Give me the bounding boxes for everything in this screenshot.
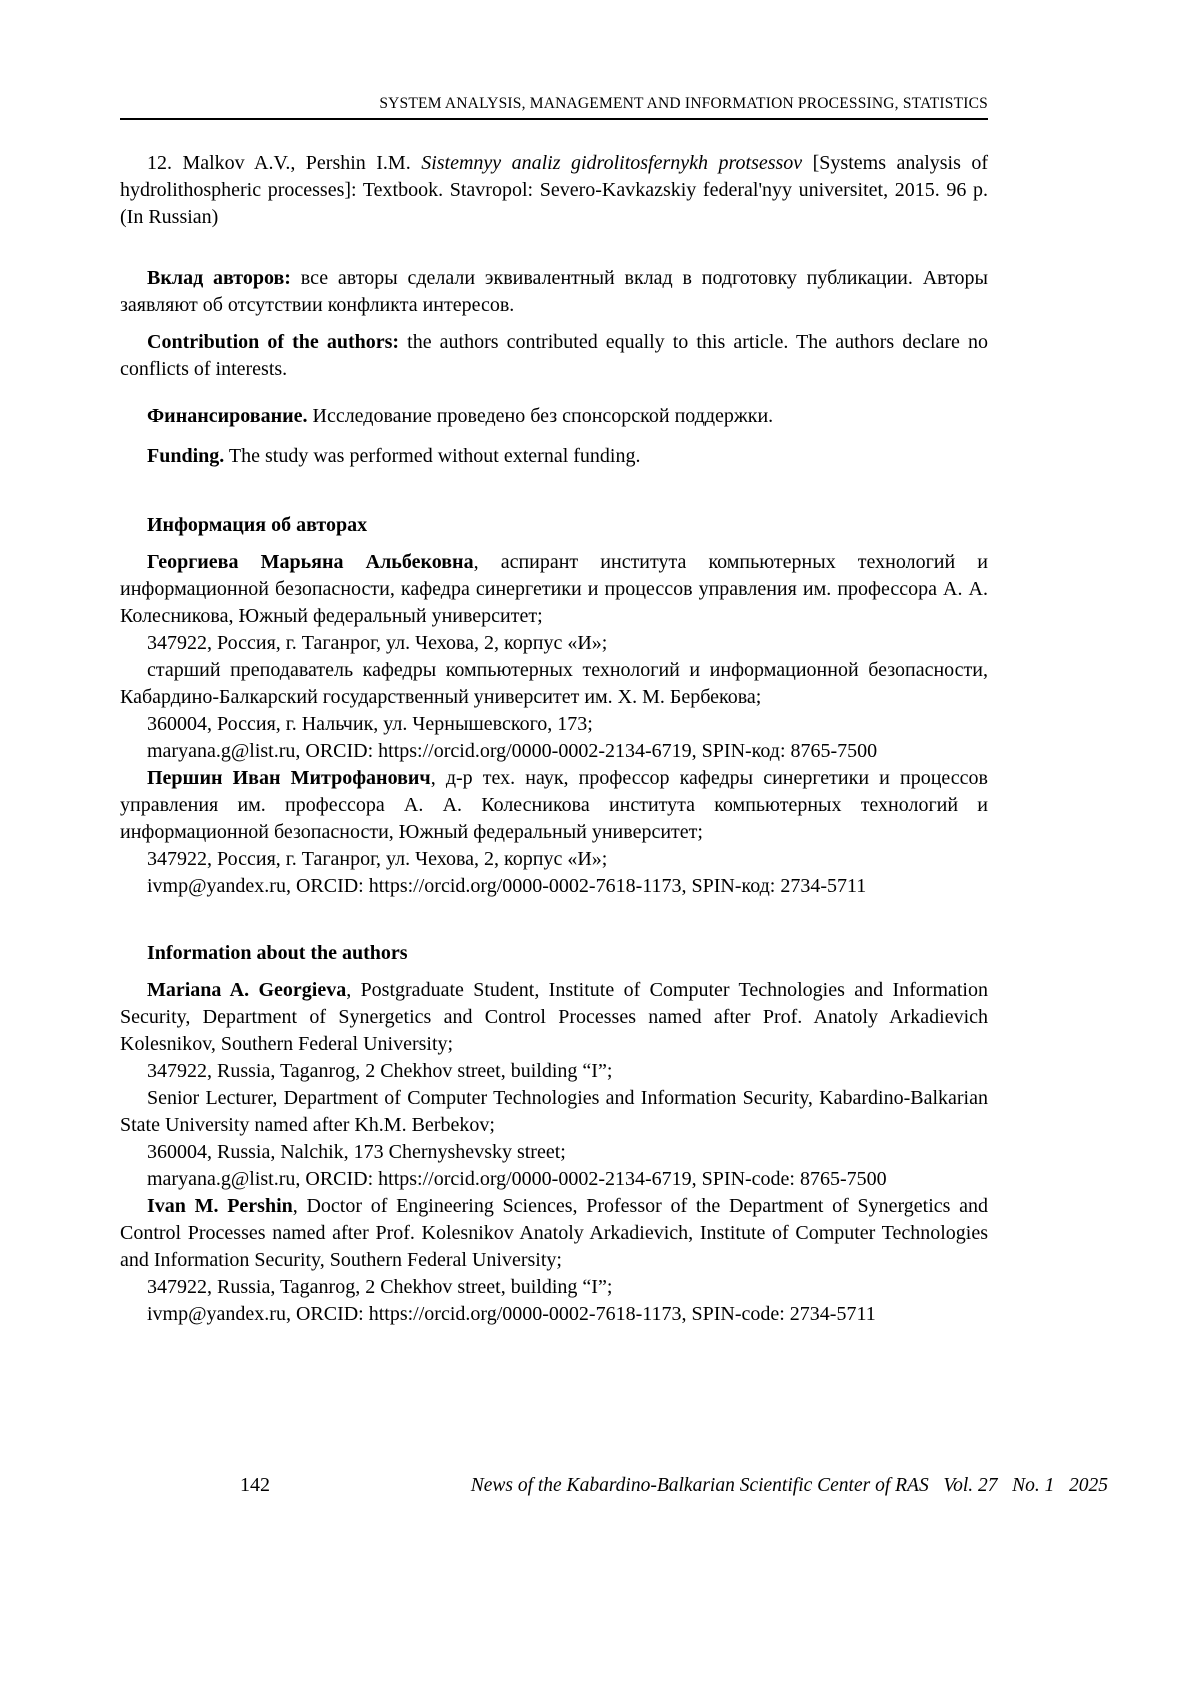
paragraph [120, 711, 988, 738]
page-footer [240, 1473, 1108, 1498]
text-run: , Doctor of Engineering Sciences, Professor of the Department of Synergetics and Control Processes named after Prof. Kolesnikov Anatoly Arkadievich, Institute of Computer Technologies and Information Security, Southern Federal University; [120, 1195, 988, 1271]
text-run: [Systems analysis of hydrolithospheric processes]: Textbook. Stavropol: Severo-Kavkazskiy federal'nyy universitet, 2015. 96 p. (In Russian) [120, 152, 988, 228]
text-run: Ivan M. Pershin [147, 1195, 293, 1217]
section-references [120, 150, 988, 231]
running-header [120, 95, 988, 120]
authors-en-paragraphs [120, 977, 988, 1328]
text-run: The study was performed without external funding. [224, 445, 641, 467]
paragraph [120, 1301, 988, 1328]
paragraph [120, 150, 988, 231]
paragraph [120, 1193, 988, 1274]
text-run: 360004, Russia, Nalchik, 173 Chernyshevsky street; [147, 1141, 566, 1163]
article-content [120, 150, 988, 1328]
text-run: 360004, Россия, г. Нальчик, ул. Чернышевского, 173; [147, 713, 593, 735]
paragraph [120, 403, 988, 430]
paragraph [120, 630, 988, 657]
paragraph [120, 1274, 988, 1301]
paragraph [120, 549, 988, 630]
text-run: старший преподаватель кафедры компьютерных технологий и информационной безопасности, Кабардино-Балкарский государственный университет им. Х. М. Бербекова; [120, 659, 988, 708]
paragraph [120, 1139, 988, 1166]
authors-ru-heading [120, 512, 988, 539]
paragraph [120, 738, 988, 765]
text-run: ivmp@yandex.ru, ORCID: https://orcid.org/0000-0002-7618-1173, SPIN-код: 2734-5711 [147, 875, 867, 897]
text-run: maryana.g@list.ru, ORCID: https://orcid.org/0000-0002-2134-6719, SPIN-код: 8765-7500 [147, 740, 878, 762]
text-run: Информация об авторах [147, 514, 368, 536]
text-run: , Postgraduate Student, Institute of Computer Technologies and Information Security, Department of Synergetics and Control Processes named after Prof. Anatoly Arkadievich Kolesnikov, Southern Federal University; [120, 979, 988, 1055]
paragraph [120, 329, 988, 383]
section-contribution [120, 265, 988, 383]
paragraph [120, 765, 988, 846]
article-page [120, 0, 1108, 1496]
section-authors-en [120, 940, 988, 1328]
paragraph [120, 873, 988, 900]
text-run: Funding. [147, 445, 225, 467]
running-title: SYSTEM ANALYSIS, MANAGEMENT AND INFORMATION PROCESSING, STATISTICS [379, 95, 988, 112]
authors-en-heading [120, 940, 988, 967]
text-run: 347922, Россия, г. Таганрог, ул. Чехова, 2, корпус «И»; [147, 848, 608, 870]
page-number: 142 [240, 1474, 270, 1496]
paragraph [120, 1058, 988, 1085]
text-run: Mariana A. Georgieva [147, 979, 347, 1001]
authors-ru-paragraphs [120, 549, 988, 900]
paragraph [120, 1085, 988, 1139]
text-run: 347922, Russia, Taganrog, 2 Chekhov street, building “I”; [147, 1276, 613, 1298]
text-run: Sistemnyy analiz gidrolitosfernykh protsessov [421, 152, 803, 174]
text-run: 347922, Россия, г. Таганрог, ул. Чехова, 2, корпус «И»; [147, 632, 608, 654]
section-funding [120, 403, 988, 470]
text-run: Information about the authors [147, 942, 408, 964]
text-run: ivmp@yandex.ru, ORCID: https://orcid.org/0000-0002-7618-1173, SPIN-code: 2734-5711 [147, 1303, 876, 1325]
paragraph [120, 846, 988, 873]
text-run: Георгиева Марьяна Альбековна [147, 551, 474, 573]
text-run: Contribution of the authors: [147, 331, 400, 353]
section-authors-ru [120, 512, 988, 900]
paragraph [120, 977, 988, 1058]
text-run: Финансирование. [147, 405, 308, 427]
text-run: Вклад авторов: [147, 267, 291, 289]
paragraph [120, 1166, 988, 1193]
text-run: Першин Иван Митрофанович [147, 767, 431, 789]
text-run: Senior Lecturer, Department of Computer Technologies and Information Security, Kabardino-Balkarian State University named after Kh.M. Berbekov; [120, 1087, 988, 1136]
text-run: , аспирант института компьютерных технологий и информационной безопасности, кафедра синергетики и процессов управления им. профессора А. А. Колесникова, Южный федеральный университет; [120, 551, 989, 627]
text-run: maryana.g@list.ru, ORCID: https://orcid.org/0000-0002-2134-6719, SPIN-code: 8765-7500 [147, 1168, 887, 1190]
text-run: 347922, Russia, Taganrog, 2 Chekhov street, building “I”; [147, 1060, 613, 1082]
text-run: все авторы сделали эквивалентный вклад в подготовку публикации. Авторы заявляют об отсутствии конфликта интересов. [120, 267, 988, 316]
text-run: , д-р тех. наук, профессор кафедры синергетики и процессов управления им. профессора А. А. Колесникова института компьютерных технологий и информационной безопасности, Южный федеральный университет; [120, 767, 988, 843]
paragraph [120, 443, 988, 470]
text-run: Исследование проведено без спонсорской поддержки. [307, 405, 774, 427]
paragraph [120, 657, 988, 711]
journal-footline: News of the Kabardino-Balkarian Scientific Center of RAS Vol. 27 No. 1 2025 [470, 1475, 1108, 1496]
text-run: the authors contributed equally to this article. The authors declare no conflicts of interests. [120, 331, 989, 380]
text-run: 12. Malkov A.V., Pershin I.M. [147, 152, 422, 174]
paragraph [120, 265, 988, 319]
